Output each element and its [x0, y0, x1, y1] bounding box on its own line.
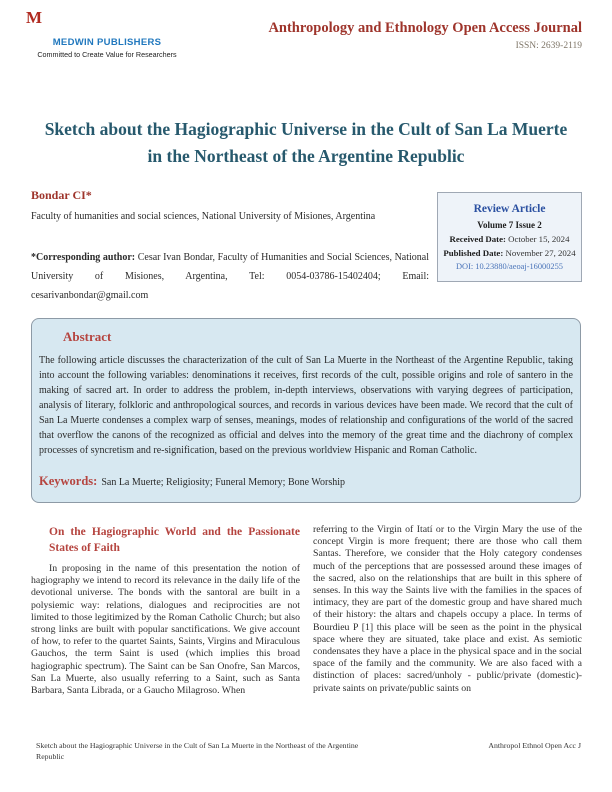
footer-journal-abbrev: Anthropol Ethnol Open Acc J — [488, 741, 581, 750]
keywords-label: Keywords: — [39, 474, 98, 488]
article-info-box — [437, 192, 582, 282]
received-date-value: October 15, 2024 — [508, 234, 570, 244]
published-date-value: November 27, 2024 — [505, 248, 576, 258]
body-columns — [31, 524, 582, 697]
left-column-paragraph: In proposing in the name of this presentation the notion of hagiography we intend to record its relevance in the daily life of the devotional universe. The bonds with the santoral are built in a polysiemic way: relations, dialogues and reciprocities are not limited to those legitimized by the Roman Catholic Church; but also strong links are built with popular sanctifications. We give account of how, to refer to the quartet Saints, Saints, Virgins and Miraculous Gauchos, the term Saint is used (which implies this broad hagiographic spectrum). The Saint can be San Onofre, San Marcos, San La Muerte, also usually referring to a Saint, such as Santa Barbara, Santa Librada, or a Gaucho Milagroso. When — [31, 563, 300, 697]
journal-issn: ISSN: 2639-2119 — [515, 41, 582, 51]
publisher-brand — [22, 37, 192, 59]
publisher-tagline: Committed to Create Value for Researchers — [37, 50, 177, 59]
author-name: Bondar CI* — [31, 188, 92, 202]
keywords-line — [39, 473, 573, 490]
abstract-box — [31, 318, 581, 503]
corresponding-author-label: *Corresponding author: — [31, 252, 136, 263]
author-affiliation: Faculty of humanities and social sciences, National University of Misiones, Argentina — [31, 211, 376, 222]
received-date-label: Received Date: — [449, 234, 506, 244]
published-date — [442, 248, 577, 258]
right-column — [313, 524, 582, 697]
keywords-text: San La Muerte; Religiosity; Funeral Memory; Bone Worship — [101, 477, 346, 488]
abstract-text: The following article discusses the characterization of the cult of San La Muerte in the Northeast of the Argentine Republic, taking into account the following variables: denominations it receives, first records of the cult, possible origins and role of santero in the making of sacred art. In order to address the problem, in-depth interviews, observations with varying degrees of participation, analysis of literary, folkloric and anthropological sources, and records in various devices have been made. We record that the cult of San La Muerte condenses a complex warp of senses, meanings, modes of relationship and configurations of the world of the sacred that overflow the canons of the recognized as official and delves into the memory of the great time and the diachrony of complex processes of syncretism and re-signification, based on the previous worldview Hispanic and Roman Catholic. — [39, 355, 573, 456]
published-date-label: Published Date: — [443, 248, 504, 258]
volume-issue: Volume 7 Issue 2 — [477, 220, 542, 230]
publisher-name: MEDWIN PUBLISHERS — [52, 37, 162, 48]
journal-title: Anthropology and Ethnology Open Access Journal — [268, 20, 582, 36]
abstract-heading: Abstract — [63, 329, 112, 344]
corresponding-author-text: Cesar Ivan Bondar, Faculty of Humanities and Social Sciences, National University of Misiones, Argentina, Tel: 0054-03786-15402404; Email: cesarivanbondar@gmail.com — [31, 252, 430, 301]
article-title: Sketch about the Hagiographic Universe in the Cult of San La Muerte in the Northeast of the Argentine Republic — [44, 119, 568, 166]
footer-running-title: Sketch about the Hagiographic Universe in the Cult of San La Muerte in the Northeast of the Argentine Republic — [36, 741, 359, 761]
medwin-logo-icon: M — [26, 8, 43, 27]
corresponding-author — [31, 248, 429, 305]
left-column — [31, 524, 300, 697]
section-heading: On the Hagiographic World and the Passionate States of Faith — [49, 526, 300, 554]
received-date — [442, 234, 577, 244]
journal-header — [268, 20, 582, 51]
article-type: Review Article — [473, 203, 546, 215]
doi-link[interactable]: DOI: 10.23880/aeoaj-16000255 — [456, 262, 563, 271]
right-column-paragraph: referring to the Virgin of Itatí or to the Virgin Mary the use of the concept Virgin is more frequent; there are those who call them Santas. Therefore, we consider that the Holy category condenses much of the perceptions that are possessed around these images of the sacred, also on the relationships that are built in this sphere of senses. In this way the Saints live with the families in the spaces of intimacy, they are part of the domestic group and have shared much of their history: the altars and chapels occupy a place. In terms of Bourdieu P [1] this place will be seen as the point in the physical space where they are situated, take place and exist. As semiotic condensates they have a place in the physical space and in the social space of the family and the community. We are also faced with a distinction of places: sacred/unholy - public/private (domestic)-private saints on private/public saints on — [313, 524, 582, 694]
